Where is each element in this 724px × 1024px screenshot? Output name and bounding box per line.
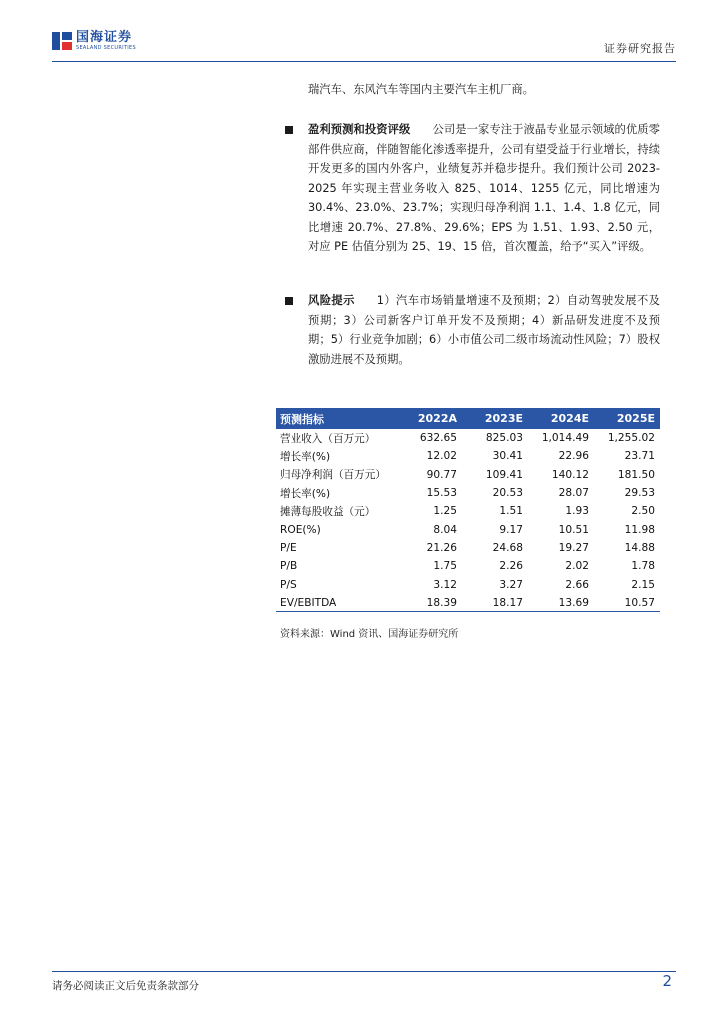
footer-divider	[52, 971, 676, 972]
table-cell: 1.75	[433, 560, 457, 573]
table-cell: 109.41	[485, 468, 523, 481]
table-header-row	[276, 408, 660, 429]
table-header-cell: 预测指标	[276, 408, 396, 429]
table-cell: 15.53	[426, 487, 457, 500]
table-cell: EV/EBITDA	[276, 594, 396, 612]
table-cell: 10.51	[558, 523, 589, 536]
table-cell: 增长率(%)	[280, 450, 331, 463]
table-cell: 增长率(%)	[280, 487, 331, 500]
logo-name-en: SEALAND SECURITIES	[76, 45, 136, 51]
table-cell: 30.41	[492, 450, 523, 463]
table-cell: 632.65	[419, 432, 457, 445]
paragraph-lead-title: 盈利预测和投资评级	[308, 123, 411, 136]
bullet-square-icon	[285, 297, 293, 305]
table-cell: 1,014.49	[541, 432, 589, 445]
page-header	[52, 28, 676, 62]
table-cell: 9.17	[499, 523, 523, 536]
bullet-square-icon	[285, 126, 293, 134]
table-cell: P/B	[280, 560, 298, 573]
table-cell: 1,255.02	[607, 432, 655, 445]
table-row	[276, 594, 660, 612]
table-source-note: 资料来源：Wind 资讯、国海证券研究所	[280, 629, 459, 640]
table-cell: ROE(%)	[280, 523, 321, 536]
paragraph-body: 公司是一家专注于液晶专业显示领域的优质零部件供应商，伴随智能化渗透率提升，公司有望受益于行业增长，持续开发更多的国内外客户，业绩复苏并稳步提升。我们预计公司 2023-2025 年实现主营业务收入 825、1014、1255 亿元，同比增速为 30.4%、23.0%、23.7%；实现归母净利润 1.1、1.4、1.8 亿元，同比增速 20.7%、27.8%、29.6%；EPS 为 1.51、1.93、2.50 元，对应 PE 估值分别为 25、19、15 倍，首次覆盖，给予“买入”评级。	[308, 123, 660, 253]
table-cell: 1.25	[433, 505, 457, 518]
table-row	[276, 447, 660, 465]
table-cell: 12.02	[426, 450, 457, 463]
table-cell: 28.07	[558, 487, 589, 500]
header-divider	[52, 61, 676, 62]
table-row	[276, 539, 660, 557]
table-cell: 20.53	[492, 487, 523, 500]
table-cell: 21.26	[426, 541, 457, 554]
logo-name-cn: 国海证券	[76, 30, 133, 45]
table-row	[276, 466, 660, 484]
forecast-table	[276, 408, 660, 612]
footer-disclaimer: 请务必阅读正文后免责条款部分	[52, 980, 199, 992]
paragraph-earnings-forecast	[308, 120, 660, 257]
table-cell: 24.68	[492, 541, 523, 554]
table-cell: 13.69	[528, 594, 594, 612]
table-row	[276, 520, 660, 538]
table-cell: 2.15	[631, 578, 655, 591]
table-cell: 2.26	[499, 560, 523, 573]
company-logo	[52, 31, 136, 51]
paragraph-risk-warning	[308, 291, 660, 369]
table-cell: 140.12	[551, 468, 589, 481]
table-row	[276, 557, 660, 575]
table-cell: 摊薄每股收益（元）	[280, 505, 376, 518]
table-header-cell: 2024E	[528, 408, 594, 429]
paragraph-body: 1）汽车市场销量增速不及预期；2）自动驾驶发展不及预期；3）公司新客户订单开发不及预期；4）新品研发进度不及预期；5）行业竞争加剧；6）小市值公司二级市场流动性风险；7）股权激励进展不及预期。	[308, 294, 660, 366]
table-cell: 2.02	[565, 560, 589, 573]
table-cell: 营业收入（百万元）	[280, 432, 376, 445]
table-row	[276, 575, 660, 593]
table-cell: 825.03	[485, 432, 523, 445]
table-cell: 2.66	[565, 578, 589, 591]
page-number: 2	[662, 972, 672, 990]
table-header-cell: 2022A	[396, 408, 462, 429]
table-cell: 18.39	[396, 594, 462, 612]
table-cell: 1.51	[499, 505, 523, 518]
table-cell: 18.17	[462, 594, 528, 612]
table-cell: 14.88	[624, 541, 655, 554]
table-header-cell: 2023E	[462, 408, 528, 429]
table-cell: 8.04	[433, 523, 457, 536]
table-cell: 归母净利润（百万元）	[280, 469, 386, 482]
table-cell: 19.27	[558, 541, 589, 554]
table-cell: 10.57	[594, 594, 660, 612]
table-cell: 181.50	[617, 468, 655, 481]
table-cell: 11.98	[624, 523, 655, 536]
table-cell: 23.71	[624, 450, 655, 463]
table-cell: 2.50	[631, 505, 655, 518]
table-header-cell: 2025E	[594, 408, 660, 429]
table-cell: 1.93	[565, 505, 589, 518]
logo-mark-icon	[52, 32, 72, 50]
table-row	[276, 484, 660, 502]
table-cell: 90.77	[426, 468, 457, 481]
table-row	[276, 429, 660, 447]
table-cell: P/S	[280, 578, 297, 591]
paragraph-lead-title: 风险提示	[308, 294, 355, 307]
table-cell: P/E	[280, 541, 297, 554]
table-cell: 3.27	[499, 578, 523, 591]
paragraph-continuation: 瑞汽车、东风汽车等国内主要汽车主机厂商。	[308, 83, 534, 96]
table-cell: 1.78	[631, 560, 655, 573]
table-cell: 29.53	[624, 487, 655, 500]
report-type-label: 证券研究报告	[604, 42, 676, 55]
table-cell: 22.96	[558, 450, 589, 463]
table-row	[276, 502, 660, 520]
table-cell: 3.12	[433, 578, 457, 591]
